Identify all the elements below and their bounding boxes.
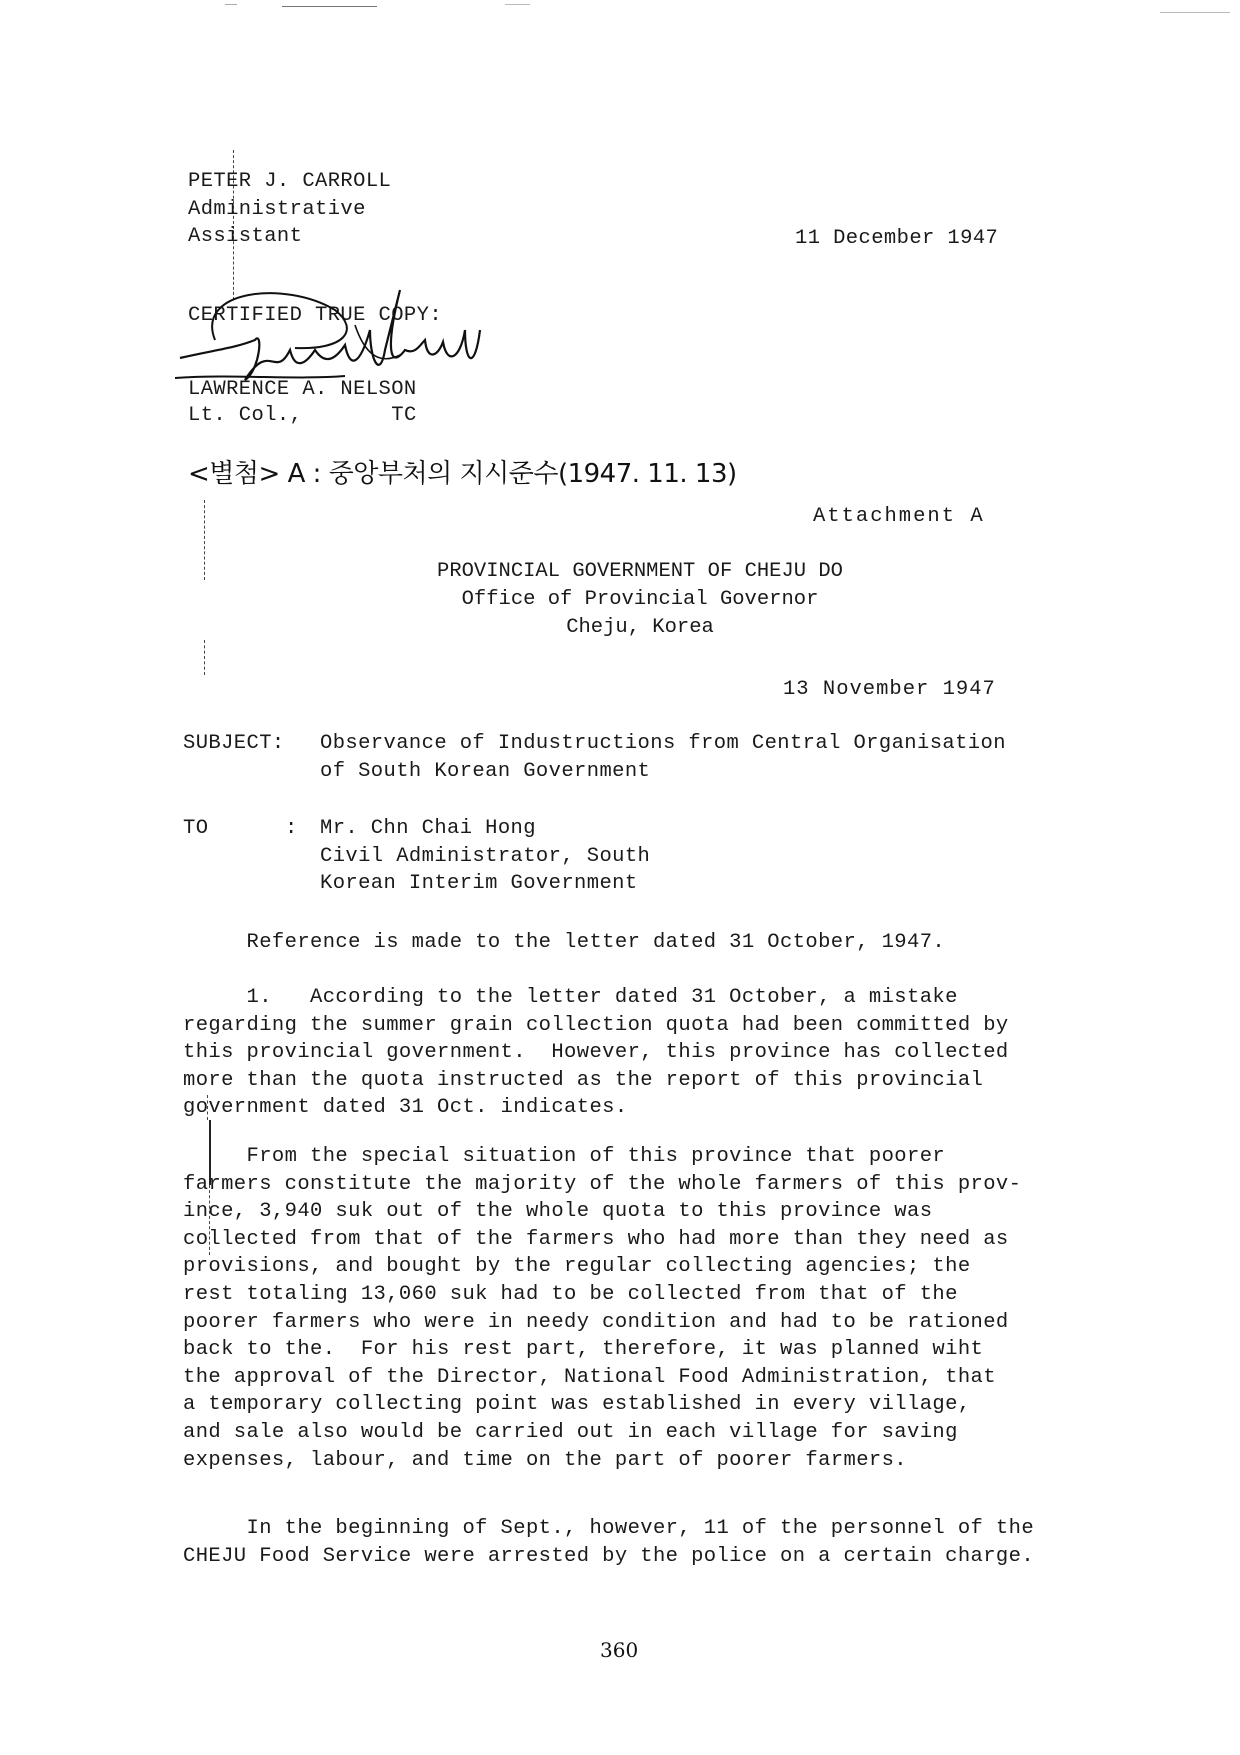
sender-title-line2: Assistant	[188, 225, 303, 249]
issuer-line2: Office of Provincial Governor	[461, 588, 819, 611]
fold-mark	[204, 640, 205, 675]
scan-artifact-line	[282, 6, 377, 7]
para2-line: the approval of the Director, National Food Administration, that	[183, 1365, 996, 1389]
scan-artifact-line	[1160, 12, 1230, 13]
certifier-rank: Lt. Col.,	[188, 404, 303, 427]
sender-name: PETER J. CARROLL	[188, 170, 392, 193]
recipient-name: Mr. Chn Chai Hong	[320, 817, 536, 840]
scan-artifact-line	[505, 4, 530, 5]
korean-attachment-heading: <별첨> A : 중앙부처의 지시준수(1947. 11. 13)	[188, 459, 737, 489]
memo-date: 13 November 1947	[783, 678, 996, 701]
para2-line: farmers constitute the majority of the whole farmers of this prov-	[183, 1172, 1022, 1196]
para1-line: 1. According to the letter dated 31 October, a mistake	[183, 986, 958, 1009]
certifier-rank-block	[188, 402, 417, 430]
letter-date: 11 December 1947	[795, 227, 999, 250]
to-colon: :	[285, 817, 298, 840]
para1-line: regarding the summer grain collection quota had been committed by	[183, 1013, 1009, 1037]
certifier-name: LAWRENCE A. NELSON	[188, 378, 417, 401]
para1-line: government dated 31 Oct. indicates.	[183, 1096, 628, 1120]
paragraph-1	[183, 984, 1009, 1122]
sender-block	[188, 168, 391, 251]
para2-line: and sale also would be carried out in each village for saving	[183, 1420, 958, 1444]
para2-line: poorer farmers who were in needy condition and had to be rationed	[183, 1310, 1009, 1334]
para3-line: CHEJU Food Service were arrested by the police on a certain charge.	[183, 1544, 1035, 1568]
issuer-line1: PROVINCIAL GOVERNMENT OF CHEJU DO	[437, 560, 843, 583]
subject-text	[320, 730, 1006, 785]
recipient-block	[320, 815, 650, 898]
subject-label: SUBJECT:	[183, 732, 285, 755]
recipient-title: Civil Administrator, South	[320, 844, 651, 868]
para2-line: collected from that of the farmers who had more than they need as	[183, 1227, 1009, 1251]
para3-line: In the beginning of Sept., however, 11 of the personnel of the	[183, 1517, 1035, 1540]
to-label: TO	[183, 817, 209, 840]
para2-line: expenses, labour, and time on the part of poorer farmers.	[183, 1448, 908, 1472]
certifier-unit: TC	[391, 404, 417, 427]
reference-paragraph: Reference is made to the letter dated 31 October, 1947.	[183, 931, 946, 954]
issuer-line3: Cheju, Korea	[566, 616, 714, 639]
subject-line1: Observance of Industructions from Central Organisation	[320, 732, 1006, 755]
para2-line: back to the. For his rest part, therefore, it was planned wiht	[183, 1338, 984, 1362]
issuer-block	[300, 558, 980, 642]
para2-line: rest totaling 13,060 suk had to be collected from that of the	[183, 1282, 958, 1306]
page-number: 360	[600, 1638, 639, 1662]
recipient-org: Korean Interim Government	[320, 872, 638, 896]
para1-line: this provincial government. However, this province has collected	[183, 1041, 1009, 1065]
para2-line: provisions, and bought by the regular collecting agencies; the	[183, 1255, 971, 1279]
attachment-label: Attachment A	[813, 505, 985, 528]
fold-mark	[204, 500, 205, 580]
certification-label: CERTIFIED TRUE COPY:	[188, 304, 443, 327]
para1-line: more than the quota instructed as the report of this provincial	[183, 1068, 984, 1092]
paragraph-3	[183, 1515, 1034, 1570]
paragraph-2	[183, 1143, 1021, 1474]
para2-line: a temporary collecting point was established in every village,	[183, 1393, 971, 1417]
para2-line: ince, 3,940 suk out of the whole quota to this province was	[183, 1200, 933, 1224]
sender-title-line1: Administrative	[188, 197, 366, 221]
scan-artifact-line	[225, 4, 237, 5]
subject-line2: of South Korean Government	[320, 759, 651, 783]
para2-line: From the special situation of this province that poorer	[183, 1145, 946, 1168]
